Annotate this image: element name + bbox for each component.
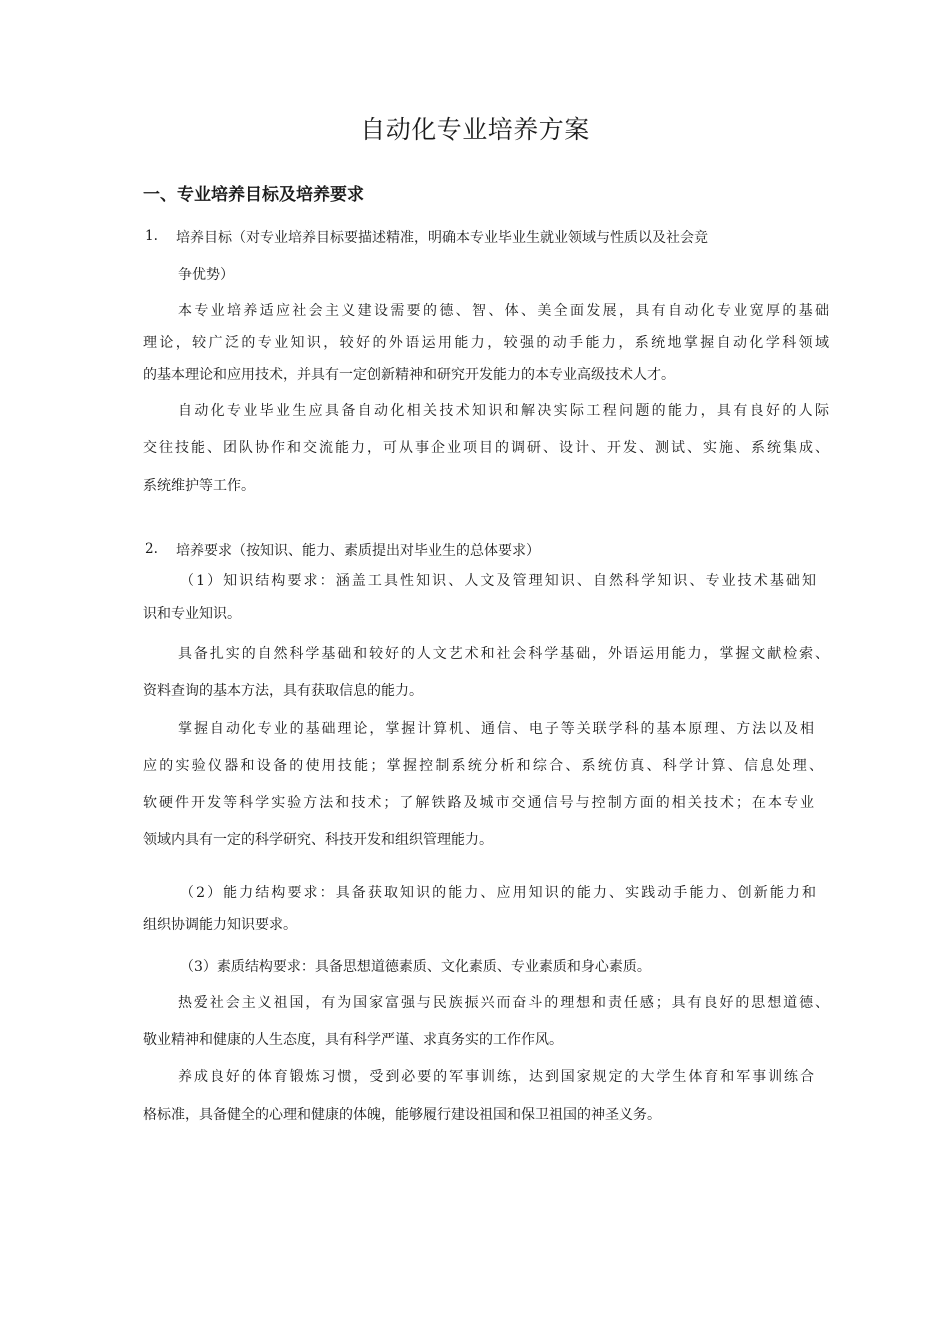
item-number: 1. bbox=[145, 228, 158, 244]
paragraph-line: 识和专业知识。 bbox=[143, 606, 241, 622]
paragraph-line: 自动化专业毕业生应具备自动化相关技术知识和解决实际工程问题的能力，具有良好的人际 bbox=[178, 403, 829, 419]
paragraph-line: 理论，较广泛的专业知识，较好的外语运用能力，较强的动手能力，系统地掌握自动化学科领域 bbox=[143, 335, 829, 351]
paragraph-line: 养成良好的体育锻炼习惯，受到必要的军事训练，达到国家规定的大学生体育和军事训练合 bbox=[178, 1069, 814, 1085]
document-title: 自动化专业培养方案 bbox=[360, 115, 590, 144]
item-label: 培养目标（对专业培养目标要描述精准，明确本专业毕业生就业领域与性质以及社会竞 bbox=[176, 230, 708, 246]
paragraph-line: 软硬件开发等科学实验方法和技术；了解铁路及城市交通信号与控制方面的相关技术；在本专业 bbox=[143, 795, 814, 811]
paragraph-line: 敬业精神和健康的人生态度，具有科学严谨、求真务实的工作作风。 bbox=[143, 1032, 563, 1048]
section-heading: 一、专业培养目标及培养要求 bbox=[143, 185, 364, 205]
paragraph-line: 格标准，具备健全的心理和健康的体魄，能够履行建设祖国和保卫祖国的神圣义务。 bbox=[143, 1107, 661, 1123]
paragraph-line: 交往技能、团队协作和交流能力，可从事企业项目的调研、设计、开发、测试、实施、系统集成、 bbox=[143, 440, 829, 456]
paragraph-line: 本专业培养适应社会主义建设需要的德、智、体、美全面发展，具有自动化专业宽厚的基础 bbox=[178, 303, 829, 319]
item-label-cont: 争优势） bbox=[178, 267, 234, 283]
item-label: 培养要求（按知识、能力、素质提出对毕业生的总体要求） bbox=[176, 543, 540, 559]
paragraph-line: 的基本理论和应用技术，并具有一定创新精神和研究开发能力的本专业高级技术人才。 bbox=[143, 367, 675, 383]
paragraph-line: 组织协调能力知识要求。 bbox=[143, 917, 297, 933]
paragraph-line: 具备扎实的自然科学基础和较好的人文艺术和社会科学基础，外语运用能力，掌握文献检索、 bbox=[178, 646, 829, 662]
item-number: 2. bbox=[145, 541, 158, 557]
paragraph-line: 系统维护等工作。 bbox=[143, 478, 255, 494]
paragraph-line: 资料查询的基本方法，具有获取信息的能力。 bbox=[143, 683, 423, 699]
paragraph-line: 热爱社会主义祖国，有为国家富强与民族振兴而奋斗的理想和责任感；具有良好的思想道德、 bbox=[178, 995, 829, 1011]
paragraph-line: （3）素质结构要求：具备思想道德素质、文化素质、专业素质和身心素质。 bbox=[180, 959, 651, 975]
paragraph-line: （2）能力结构要求：具备获取知识的能力、应用知识的能力、实践动手能力、创新能力和 bbox=[180, 885, 816, 901]
paragraph-line: 掌握自动化专业的基础理论，掌握计算机、通信、电子等关联学科的基本原理、方法以及相 bbox=[178, 721, 814, 737]
paragraph-line: （1）知识结构要求：涵盖工具性知识、人文及管理知识、自然科学知识、专业技术基础知 bbox=[180, 573, 816, 589]
paragraph-line: 应的实验仪器和设备的使用技能；掌握控制系统分析和综合、系统仿真、科学计算、信息处理、 bbox=[143, 758, 823, 774]
paragraph-line: 领域内具有一定的科学研究、科技开发和组织管理能力。 bbox=[143, 832, 493, 848]
